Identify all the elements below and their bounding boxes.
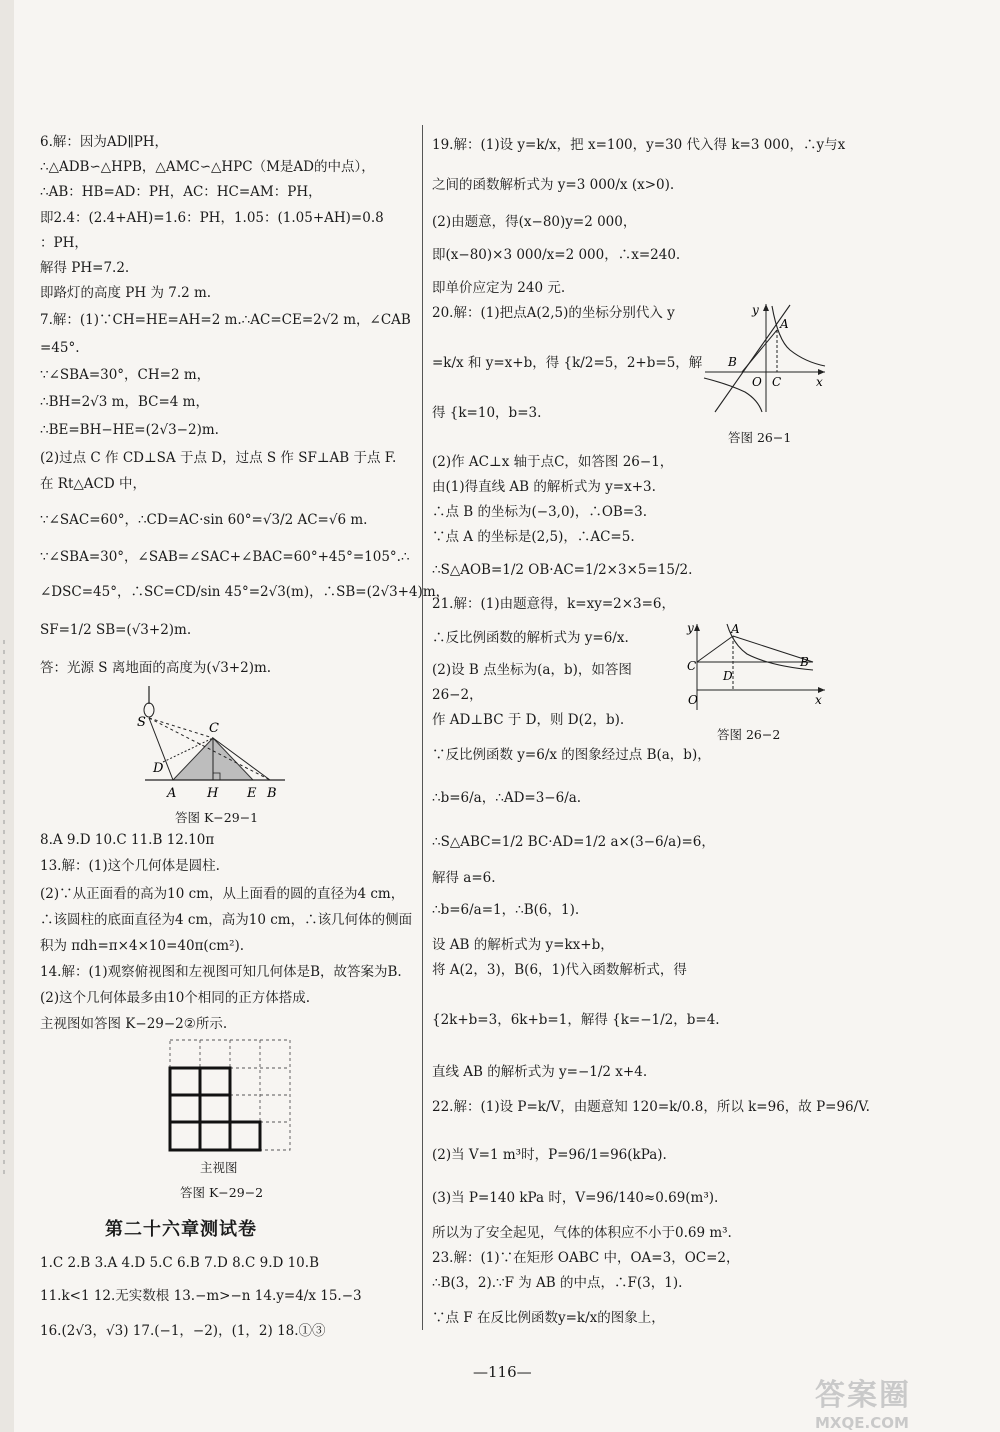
text-line: 得 {k=10，b=3. <box>432 405 542 421</box>
text-line: 即(x−80)×3 000/x=2 000，∴x=240. <box>432 247 681 263</box>
text-line: 将 A(2，3)，B(6，1)代入函数解析式，得 <box>432 962 687 978</box>
text-line: 即2.4：(2.4+AH)=1.6：PH，1.05：(1.05+AH)=0.8 <box>40 210 384 226</box>
text-line: 22.解：(1)设 P=k/V，由题意知 120=k/0.8，所以 k=96，故 P=96/V. <box>432 1099 870 1115</box>
figure-label: y <box>687 621 694 635</box>
text-line: 作 AD⊥BC 于 D，则 D(2，b). <box>432 712 625 728</box>
page-number: —116— <box>473 1363 532 1381</box>
text-line: 14.解：(1)观察俯视图和左视图可知几何体是B，故答案为B. <box>40 964 402 980</box>
figure-caption: 答图 26−2 <box>717 727 781 742</box>
figure-sublabel: 主视图 <box>200 1160 238 1175</box>
figure-caption: 答图 K−29−2 <box>180 1185 264 1200</box>
text-line: ∴S△ABC=1/2 BC·AD=1/2 a×(3−6/a)=6， <box>432 834 715 850</box>
section-title: 第二十六章测试卷 <box>105 1219 257 1240</box>
text-line: 答：光源 S 离地面的高度为(√3+2)m. <box>40 660 272 676</box>
figure-label: C <box>687 659 697 673</box>
watermark-bottom: MXQE.COM <box>815 1414 909 1432</box>
text-line: ∵点 F 在反比例函数y=k/x的图象上， <box>432 1310 665 1326</box>
text-line: ∴反比例函数的解析式为 y=6/x. <box>432 630 629 646</box>
figure-k29-1 <box>125 680 295 805</box>
answer-line: 1.C 2.B 3.A 4.D 5.C 6.B 7.D 8.C 9.D 10.B <box>40 1255 319 1271</box>
figure-label: C <box>772 375 782 389</box>
figure-label: A <box>731 622 740 636</box>
text-line: 所以为了安全起见，气体的体积应不小于0.69 m³. <box>432 1225 732 1241</box>
figure-26-2 <box>685 620 830 715</box>
figure-label: B <box>728 355 737 369</box>
text-line: =45°. <box>40 340 80 356</box>
figure-label: H <box>207 786 219 801</box>
text-line: (2)∵从正面看的高为10 cm，从上面看的圆的直径为4 cm， <box>40 886 405 902</box>
text-line: ∴S△AOB=1/2 OB·AC=1/2×3×5=15/2. <box>432 562 693 578</box>
text-line: 23.解：(1)∵在矩形 OABC 中，OA=3，OC=2， <box>432 1250 740 1266</box>
text-line: ∵点 A 的坐标是(2,5)，∴AC=5. <box>432 529 635 545</box>
text-line: (2)由题意，得(x−80)y=2 000， <box>432 214 637 230</box>
text-line: ∴该圆柱的底面直径为4 cm，高为10 cm，∴该几何体的侧面 <box>40 912 413 928</box>
text-line: ∴b=6/a=1，∴B(6，1). <box>432 902 580 918</box>
figure-k29-2 <box>168 1038 298 1156</box>
text-line: ∵∠SBA=30°，CH=2 m， <box>40 367 211 383</box>
figure-label: B <box>267 786 277 801</box>
watermark-logo <box>815 1370 990 1430</box>
figure-label: A <box>780 317 789 331</box>
text-line: 解得 a=6. <box>432 870 496 886</box>
text-line: (2)这个几何体最多由10个相同的正方体搭成. <box>40 990 311 1006</box>
figure-label: C <box>209 721 219 736</box>
figure-label: O <box>752 375 762 389</box>
figure-26-1 <box>700 300 830 415</box>
text-line: ∵∠SAC=60°，∴CD=AC·sin 60°=√3/2 AC=√6 m. <box>40 512 368 528</box>
text-line: 26−2， <box>432 687 483 703</box>
text-line: (3)当 P=140 kPa 时，V=96/140≈0.69(m³). <box>432 1190 719 1206</box>
text-line: (2)过点 C 作 CD⊥SA 于点 D，过点 S 作 SF⊥AB 于点 F. <box>40 450 397 466</box>
text-line: 积为 πdh=π×4×10=40π(cm²). <box>40 938 245 954</box>
text-line: 即单价应定为 240 元. <box>432 280 566 296</box>
text-line: ∴△ADB∽△HPB，△AMC∽△HPC（M是AD的中点）， <box>40 159 375 175</box>
text-line: 20.解：(1)把点A(2,5)的坐标分别代入 y <box>432 305 675 321</box>
text-line: ∴B(3，2).∵F 为 AB 的中点，∴F(3，1). <box>432 1275 683 1291</box>
figure-label: y <box>752 303 759 317</box>
text-line: 由(1)得直线 AB 的解析式为 y=x+3. <box>432 479 656 495</box>
text-line: ∴b=6/a，∴AD=3−6/a. <box>432 790 582 806</box>
figure-label: x <box>816 375 823 389</box>
figure-label: E <box>247 786 257 801</box>
text-line: ∴BE=BH−HE=(2√3−2)m. <box>40 422 219 438</box>
text-line: ∴BH=2√3 m，BC=4 m， <box>40 394 209 410</box>
text-line: 6.解：因为AD∥PH， <box>40 134 169 150</box>
figure-label: x <box>815 693 822 707</box>
figure-label: B <box>800 655 809 669</box>
column-divider <box>422 125 423 1330</box>
answer-line: 16.(2√3，√3) 17.(−1，−2)，(1，2) 18.①③ <box>40 1323 326 1339</box>
text-line: 13.解：(1)这个几何体是圆柱. <box>40 858 220 874</box>
watermark-top: 答案圈 <box>815 1378 911 1413</box>
text-line: ∴点 B 的坐标为(−3,0)，∴OB=3. <box>432 504 647 520</box>
figure-caption: 答图 K−29−1 <box>175 810 259 825</box>
figure-label: S <box>137 715 146 730</box>
text-line: ∵∠SBA=30°，∠SAB=∠SAC+∠BAC=60°+45°=105°.∴ <box>40 549 410 565</box>
text-line: 设 AB 的解析式为 y=kx+b， <box>432 937 614 953</box>
answer-line: 11.k<1 12.无实数根 13.−m>−n 14.y=4/x 15.−3 <box>40 1288 362 1304</box>
text-line: ∵反比例函数 y=6/x 的图象经过点 B(a，b)， <box>432 747 711 763</box>
text-line: 解得 PH=7.2. <box>40 260 130 276</box>
figure-caption: 答图 26−1 <box>728 430 792 445</box>
binding-edge <box>0 0 14 1432</box>
text-line: =k/x 和 y=x+b，得 {k/2=5，2+b=5，解 <box>432 355 703 371</box>
text-line: 之间的函数解析式为 y=3 000/x (x>0). <box>432 177 675 193</box>
text-line: SF=1/2 SB=(√3+2)m. <box>40 622 192 638</box>
text-line: 8.A 9.D 10.C 11.B 12.10π <box>40 832 215 848</box>
text-line: (2)设 B 点坐标为(a，b)，如答图 <box>432 662 632 678</box>
text-line: {2k+b=3，6k+b=1，解得 {k=−1/2，b=4. <box>432 1012 720 1028</box>
text-line: 主视图如答图 K−29−2②所示. <box>40 1016 228 1032</box>
text-line: 21.解：(1)由题意得，k=xy=2×3=6， <box>432 596 676 612</box>
text-line: ∴AB：HB=AD：PH，AC：HC=AM：PH， <box>40 184 322 200</box>
text-line: 19.解：(1)设 y=k/x，把 x=100，y=30 代入得 k=3 000，∴y与x <box>432 137 846 153</box>
text-line: 在 Rt△ACD 中， <box>40 476 146 492</box>
figure-label: D <box>723 669 733 683</box>
text-line: 即路灯的高度 PH 为 7.2 m. <box>40 285 212 301</box>
figure-label: D <box>153 761 164 776</box>
figure-label: O <box>688 693 698 707</box>
text-line: ∠DSC=45°，∴SC=CD/sin 45°=2√3(m)，∴SB=(2√3+4)m， <box>40 584 450 600</box>
figure-label: A <box>167 786 177 801</box>
text-line: 7.解：(1)∵CH=HE=AH=2 m.∴AC=CE=2√2 m，∠CAB <box>40 312 411 328</box>
text-line: (2)作 AC⊥x 轴于点C，如答图 26−1， <box>432 454 674 470</box>
text-line: 直线 AB 的解析式为 y=−1/2 x+4. <box>432 1064 648 1080</box>
text-line: ：PH， <box>40 235 88 251</box>
text-line: (2)当 V=1 m³时，P=96/1=96(kPa). <box>432 1147 667 1163</box>
